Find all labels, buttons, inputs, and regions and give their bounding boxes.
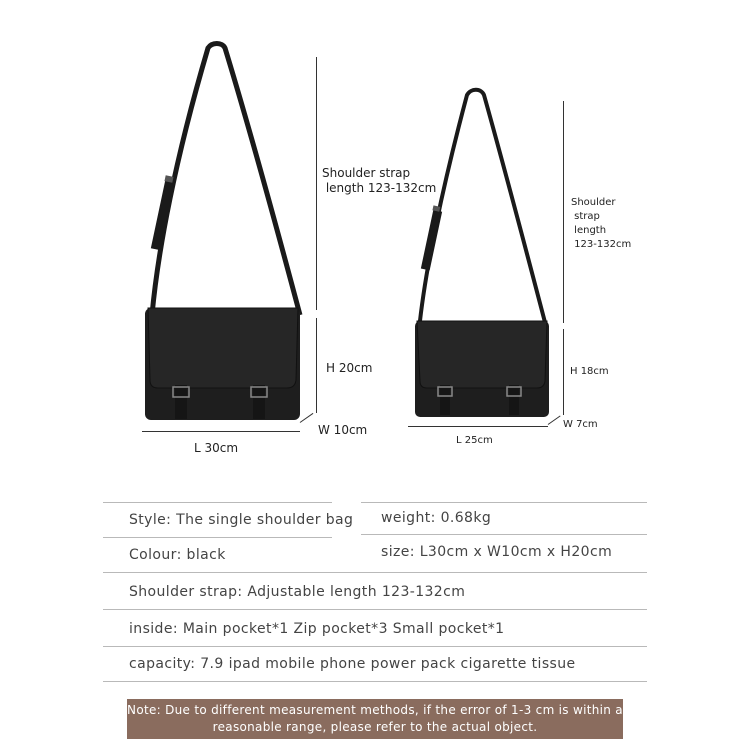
small-length-label: L 25cm bbox=[456, 435, 493, 446]
divider bbox=[103, 502, 332, 503]
spec-size: size: L30cm x W10cm x H20cm bbox=[381, 544, 613, 560]
divider bbox=[103, 537, 332, 538]
large-strap-label: Shoulder strap length 123-132cm bbox=[322, 166, 437, 195]
divider bbox=[361, 534, 647, 535]
large-width-label: W 10cm bbox=[318, 423, 368, 437]
small-bag-image bbox=[405, 85, 560, 425]
large-strap-dim-line bbox=[316, 57, 317, 310]
note-banner: Note: Due to different measurement methods, if the error of 1-3 cm is within a reasonable range, please refer to the actual object. bbox=[127, 699, 623, 739]
divider bbox=[361, 502, 647, 503]
spec-weight: weight: 0.68kg bbox=[381, 510, 492, 526]
spec-strap: Shoulder strap: Adjustable length 123-132cm bbox=[129, 584, 466, 600]
large-bag-image bbox=[130, 40, 310, 430]
small-width-label: W 7cm bbox=[563, 419, 598, 430]
large-length-label: L 30cm bbox=[194, 441, 239, 455]
large-height-label: H 20cm bbox=[326, 361, 373, 375]
small-length-dim-line bbox=[408, 426, 548, 427]
large-length-dim-line bbox=[142, 431, 300, 432]
divider bbox=[103, 646, 647, 647]
spec-capacity: capacity: 7.9 ipad mobile phone power pack cigarette tissue bbox=[129, 656, 576, 672]
small-height-dim-line bbox=[563, 329, 564, 415]
divider bbox=[103, 572, 647, 573]
small-strap-label: Shoulder strap length 123-132cm bbox=[571, 197, 632, 250]
divider bbox=[103, 681, 647, 682]
divider bbox=[103, 609, 647, 610]
spec-colour: Colour: black bbox=[129, 547, 226, 563]
small-strap-dim-line bbox=[563, 101, 564, 323]
spec-inside: inside: Main pocket*1 Zip pocket*3 Small pocket*1 bbox=[129, 621, 505, 637]
small-height-label: H 18cm bbox=[570, 366, 609, 377]
spec-style: Style: The single shoulder bag bbox=[129, 512, 354, 528]
large-height-dim-line bbox=[316, 318, 317, 413]
